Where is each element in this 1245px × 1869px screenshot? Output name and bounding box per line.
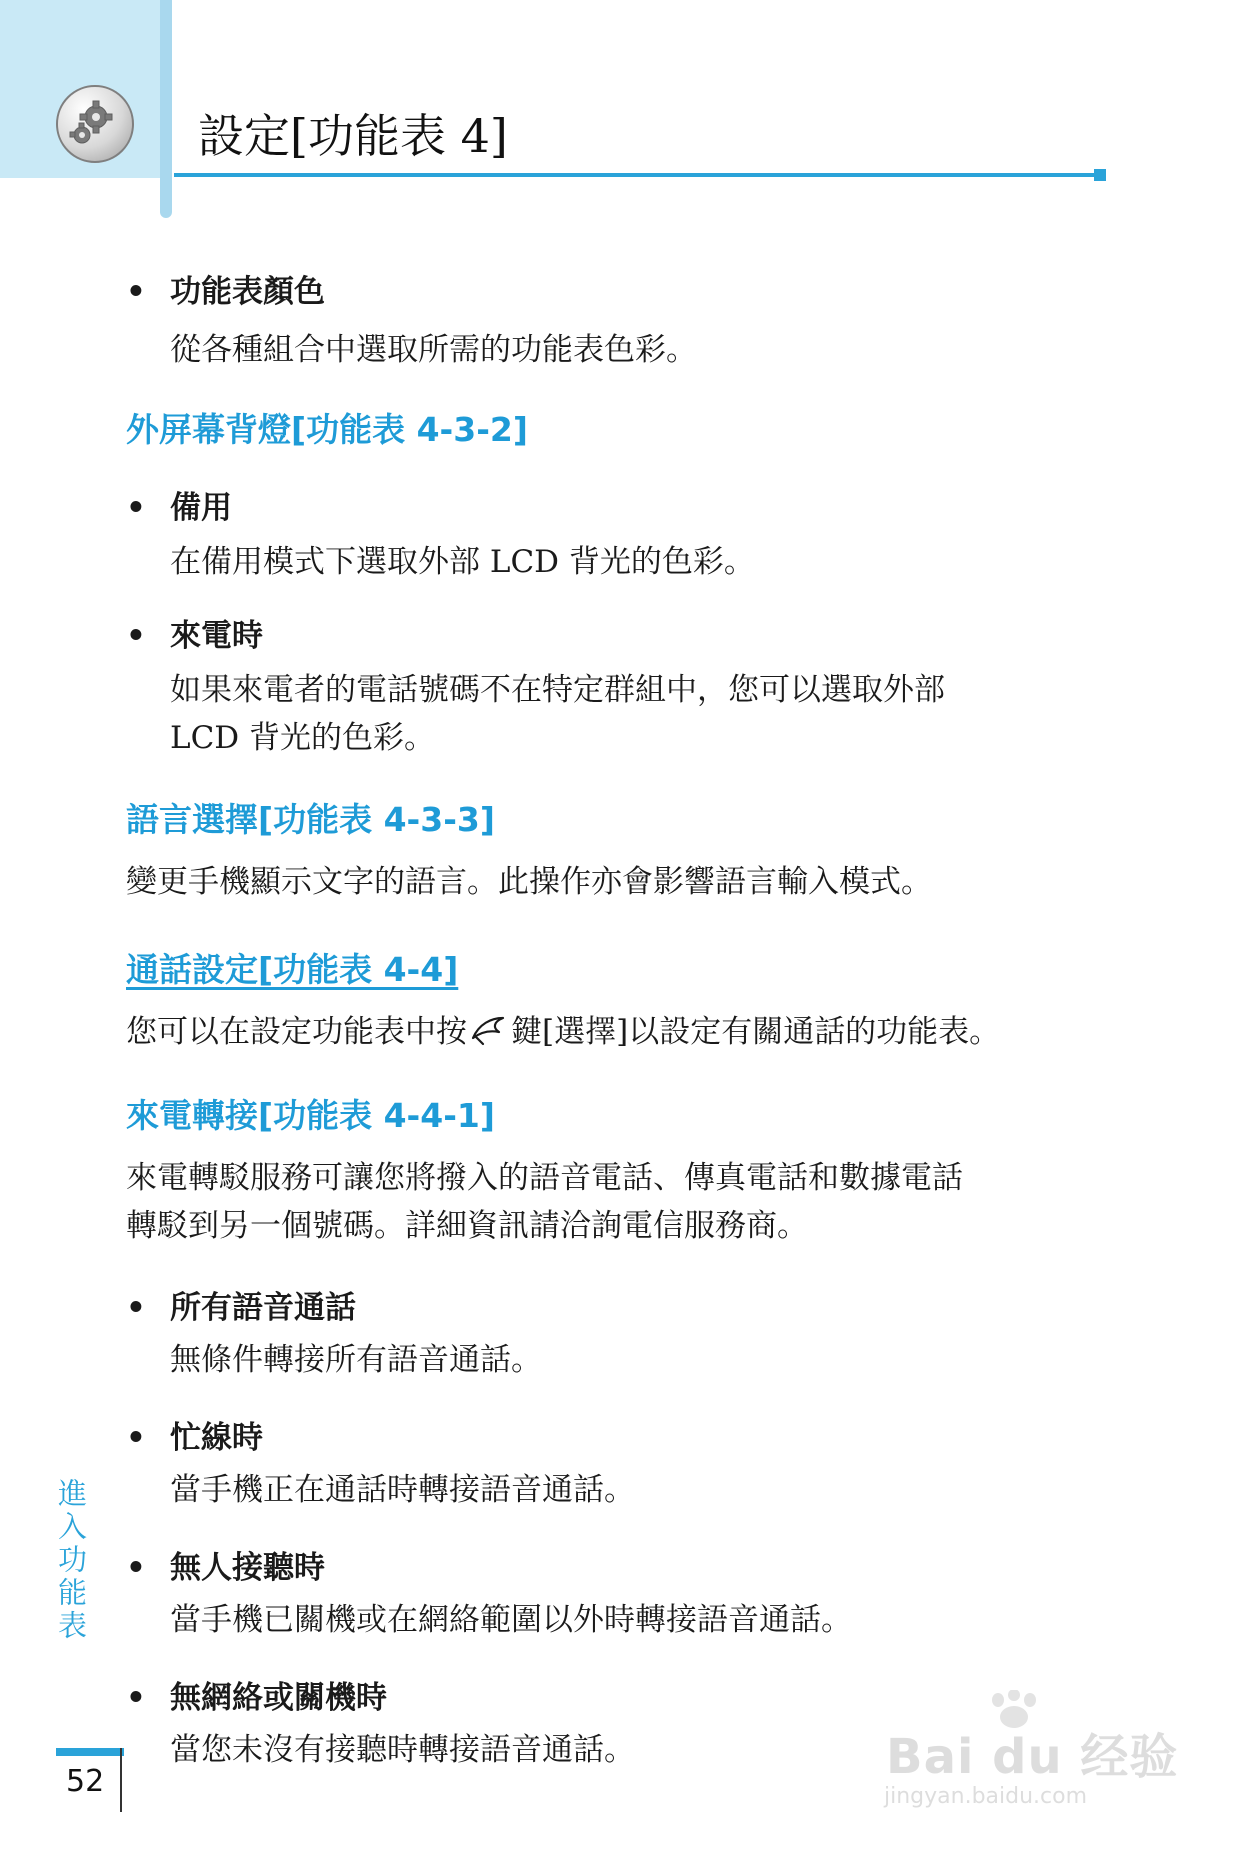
standby-title: 備用 [170, 490, 232, 526]
gears-icon [56, 85, 134, 163]
language-desc: 變更手機顯示文字的語言。此操作亦會影響語言輸入模式。 [126, 864, 932, 900]
busy-title: 忙線時 [170, 1420, 263, 1456]
unreachable-title: 無網絡或關機時 [170, 1680, 387, 1716]
baidu-watermark [880, 1690, 1180, 1820]
all-voice-desc: 無條件轉接所有語音通話。 [170, 1342, 542, 1378]
side-tab-label: 進入功能表 [54, 1478, 88, 1643]
call-settings-desc [126, 1008, 1000, 1062]
page-number-divider [120, 1748, 122, 1812]
standby-desc: 在備用模式下選取外部 LCD 背光的色彩。 [170, 544, 755, 580]
all-voice-title: 所有語音通話 [170, 1290, 356, 1326]
unreachable-desc: 當您未沒有接聽時轉接語音通話。 [170, 1732, 635, 1768]
outer-backlight-heading: 外屏幕背燈[功能表 4-3-2] [126, 410, 528, 449]
bullet: • [126, 1290, 146, 1326]
title-rule-end [1094, 169, 1106, 181]
bullet: • [126, 1420, 146, 1456]
menu-color-title: 功能表顏色 [170, 274, 325, 310]
menu-color-desc: 從各種組合中選取所需的功能表色彩。 [170, 332, 697, 368]
no-answer-desc: 當手機已關機或在網絡範圍以外時轉接語音通話。 [170, 1602, 852, 1638]
title-rule [174, 173, 1104, 177]
language-heading: 語言選擇[功能表 4-3-3] [126, 800, 495, 839]
call-settings-heading: 通話設定[功能表 4-4] [126, 950, 459, 989]
watermark-sub-text: jingyan.baidu.com [884, 1784, 1088, 1809]
watermark-main-text: Bai du 经验 [886, 1729, 1179, 1785]
call-settings-desc-after: 鍵[選擇]以設定有關通話的功能表。 [511, 1014, 1001, 1050]
incoming-desc-line2: LCD 背光的色彩。 [170, 720, 436, 756]
call-divert-heading: 來電轉接[功能表 4-4-1] [126, 1096, 495, 1135]
bullet: • [126, 274, 146, 310]
side-tab-bar [56, 1748, 124, 1756]
incoming-title: 來電時 [170, 618, 263, 654]
bullet: • [126, 490, 146, 526]
bullet: • [126, 1550, 146, 1586]
busy-desc: 當手機正在通話時轉接語音通話。 [170, 1472, 635, 1508]
page-number: 52 [66, 1764, 105, 1799]
incoming-desc-line1: 如果來電者的電話號碼不在特定群組中，您可以選取外部 [170, 672, 945, 708]
bullet: • [126, 618, 146, 654]
call-divert-desc-line2: 轉駁到另一個號碼。詳細資訊請洽詢電信服務商。 [126, 1208, 808, 1244]
header-corner-strip [160, 0, 172, 218]
no-answer-title: 無人接聽時 [170, 1550, 325, 1586]
bullet: • [126, 1680, 146, 1716]
call-settings-desc-before: 您可以在設定功能表中按 [126, 1014, 467, 1050]
softkey-left-icon [469, 1014, 509, 1062]
page-title: 設定[功能表 4] [198, 109, 508, 163]
call-divert-desc-line1: 來電轉駁服務可讓您將撥入的語音電話、傳真電話和數據電話 [126, 1160, 963, 1196]
